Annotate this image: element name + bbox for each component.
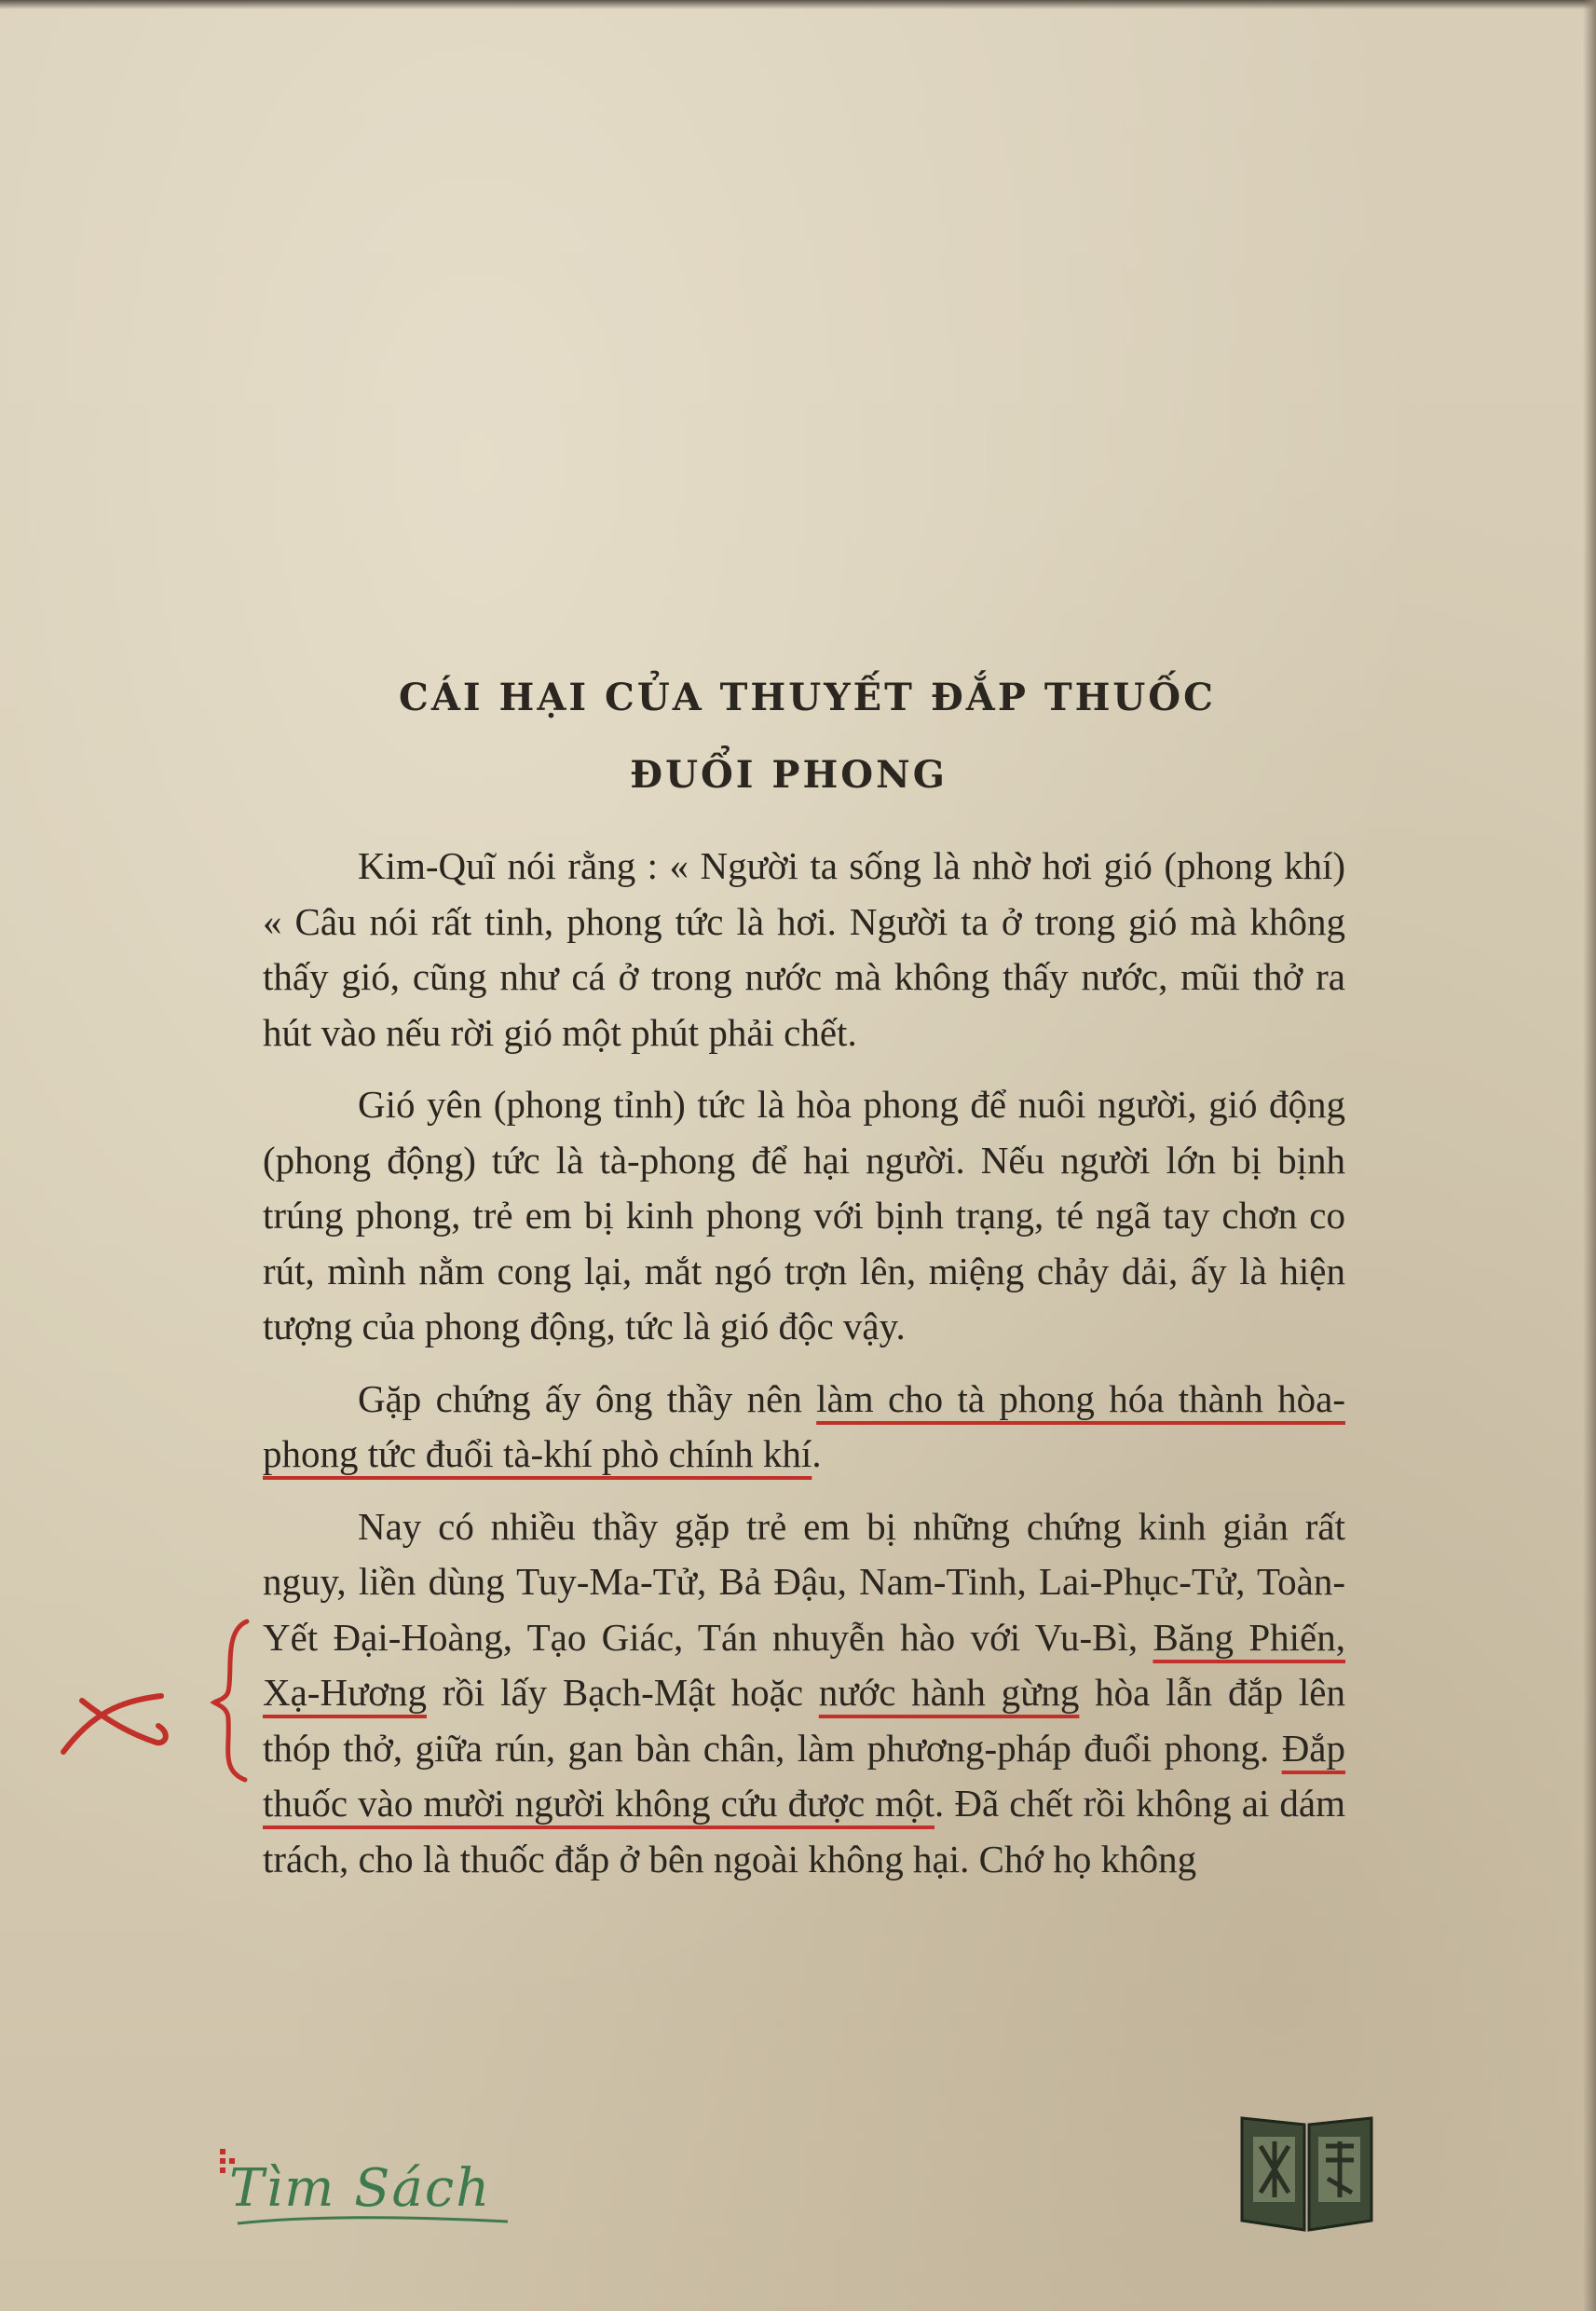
chapter-title-line-1: CÁI HẠI CỦA THUYẾT ĐẮP THUỐC (399, 676, 1216, 719)
red-x-mark-icon (54, 1677, 175, 1771)
paragraph (263, 1077, 1345, 1355)
paragraph-text: rồi lấy Bạch-Mật hoặc (426, 1671, 819, 1714)
paragraph-text: Gặp chứng ấy ông thầy nên (358, 1376, 817, 1420)
paragraph (263, 839, 1345, 1060)
book-emblem-icon (1235, 2104, 1379, 2235)
paragraph-text: . Đã chết rồi không ai dám trách, cho là thuốc đắp ở bên ngoài không hại. Chớ họ không (263, 1782, 1345, 1880)
paragraph-text: Nay có nhiều thầy gặp trẻ em bị những chứng kinh giản rất nguy, liền dùng Tuy-Ma-Tử, Bả Đậu, Nam-Tinh, Lai-Phục-Tử, Toàn-Yết Đại-Hoàng, Tạo Giác, Tán nhuyễn hào với Vu-Bì, (263, 1504, 1345, 1659)
page-top-edge (0, 0, 1596, 9)
chapter-title-line-2: ĐUỔI PHONG (630, 753, 948, 797)
paragraph (263, 1499, 1345, 1888)
red-underlined-text: làm cho tà phong hóa thành hòa-phong tức đuổi tà-khí phò chính khí (263, 1376, 1345, 1475)
paragraph-text: hòa lẫn đắp lên thóp thở, giữa rún, gan bàn chân, làm phương-pháp đuổi phong. (263, 1671, 1346, 1770)
red-underlined-text: Đắp thuốc vào mười người không cứu được một (263, 1726, 1345, 1825)
red-brace-mark-icon (210, 1617, 256, 1785)
paragraph-text: Kim-Quĩ nói rằng : « Người ta sống là nhờ hơi gió (phong khí) « Câu nói rất tinh, phong tức là hơi. Người ta ở trong gió mà không thấy gió, cũng như cá ở trong nước mà không thấy nước, mũi thở ra hút vào nếu rời gió một phút phải chết. (263, 844, 1345, 1054)
page-right-edge (1583, 0, 1596, 2311)
logo-text: Tìm Sách (229, 2158, 492, 2219)
paragraph-text: . (812, 1432, 822, 1475)
paragraph-text: Gió yên (phong tỉnh) tức là hòa phong để nuôi người, gió động (phong động) tức là tà-phong để hại người. Nếu người lớn bị bịnh trúng phong, trẻ em bị kinh phong với bịnh trạng, té ngã tay chơn co rút, mình nằm cong lại, mắt ngó trợn lên, miệng chảy dải, ấy là hiện tượng của phong động, tức là gió độc vậy. (263, 1083, 1345, 1347)
body-text (263, 839, 1345, 1904)
red-underlined-text: Băng Phiến, Xạ-Hương (263, 1615, 1345, 1714)
paragraph (263, 1372, 1345, 1483)
tim-sach-logo (216, 2145, 514, 2229)
red-underlined-text: nước hành gừng (818, 1671, 1080, 1714)
logo-swoosh-icon (233, 2212, 512, 2231)
